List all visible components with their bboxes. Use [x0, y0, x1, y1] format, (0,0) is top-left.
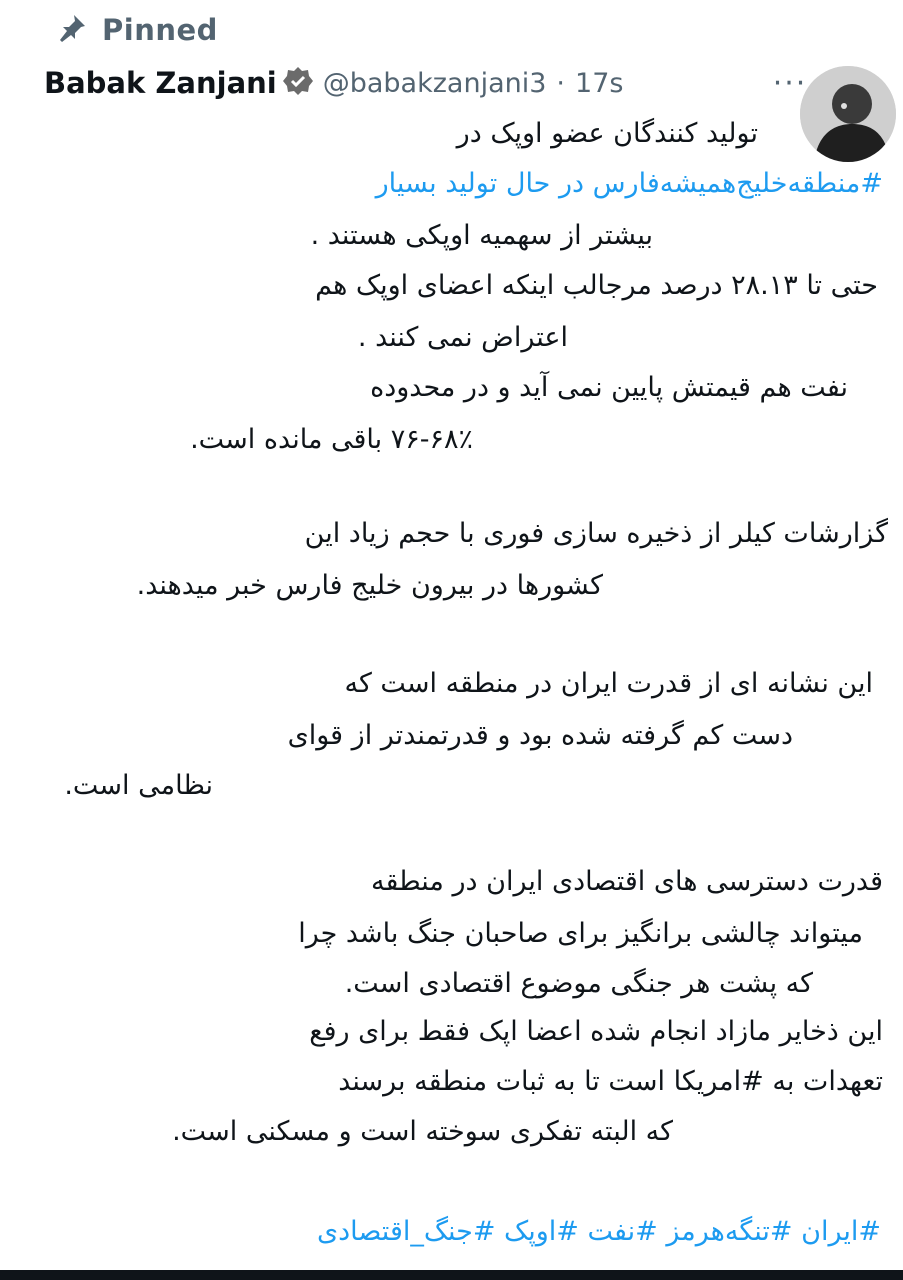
tweet-line: که پشت هر جنگی موضوع اقتصادی است. — [344, 968, 813, 999]
header-separator: · — [556, 67, 566, 99]
tweet-line: میتواند چالشی برانگیز برای صاحبان جنگ باشد چرا — [298, 918, 863, 949]
tweet-line: حتی تا ۲۸.۱۳ درصد مرجالب اینکه اعضای اوپک هم — [315, 270, 878, 301]
more-icon[interactable]: ··· — [772, 65, 808, 101]
tweet-line: این نشانه ای از قدرت ایران در منطقه است که — [344, 668, 873, 699]
tweet-line: گزارشات کیلر از ذخیره سازی فوری با حجم زیاد این — [304, 518, 888, 549]
tweet-line: کشورها در بیرون خلیج فارس خبر میدهند. — [136, 570, 603, 601]
tweet-line: نفت هم قیمتش پایین نمی آید و در محدوده — [370, 372, 848, 403]
tweet-line: ۷۶-۶۸٪ باقی مانده است. — [190, 424, 473, 455]
post-time[interactable]: 17s — [575, 67, 624, 99]
tweet-line: قدرت دسترسی های اقتصادی ایران در منطقه — [371, 866, 883, 897]
tweet-line-hashtag[interactable]: #منطقه‌خلیج‌همیشه‌فارس در حال تولید بسیار — [375, 168, 883, 199]
tweet-line: نظامی است. — [64, 770, 213, 801]
tweet-line: اعتراض نمی کنند . — [357, 322, 568, 353]
tweet-line-with-hashtag[interactable]: تعهدات به #امریکا است تا به ثبات منطقه برسند — [338, 1066, 883, 1097]
tweet-line: این ذخایر مازاد انجام شده اعضا اپک فقط برای رفع — [309, 1016, 883, 1047]
bottom-divider — [0, 1270, 903, 1280]
tweet-line: دست کم گرفته شده بود و قدرتمندتر از قوای — [287, 720, 793, 751]
tweet-line: بیشتر از سهمیه اوپکی هستند . — [310, 220, 653, 251]
author-handle[interactable]: @babakzanjani3 — [322, 67, 547, 99]
author-name[interactable]: Babak Zanjani — [44, 66, 277, 100]
tweet-hashtags[interactable]: #ایران #تنگه‌هرمز #نفت #اوپک #جنگ_اقتصادی — [317, 1216, 881, 1247]
tweet-line: که البته تفکری سوخته است و مسکنی است. — [172, 1116, 673, 1147]
tweet-line: تولید کنندگان عضو اوپک در — [456, 118, 758, 149]
pinned-label: Pinned — [102, 13, 218, 47]
